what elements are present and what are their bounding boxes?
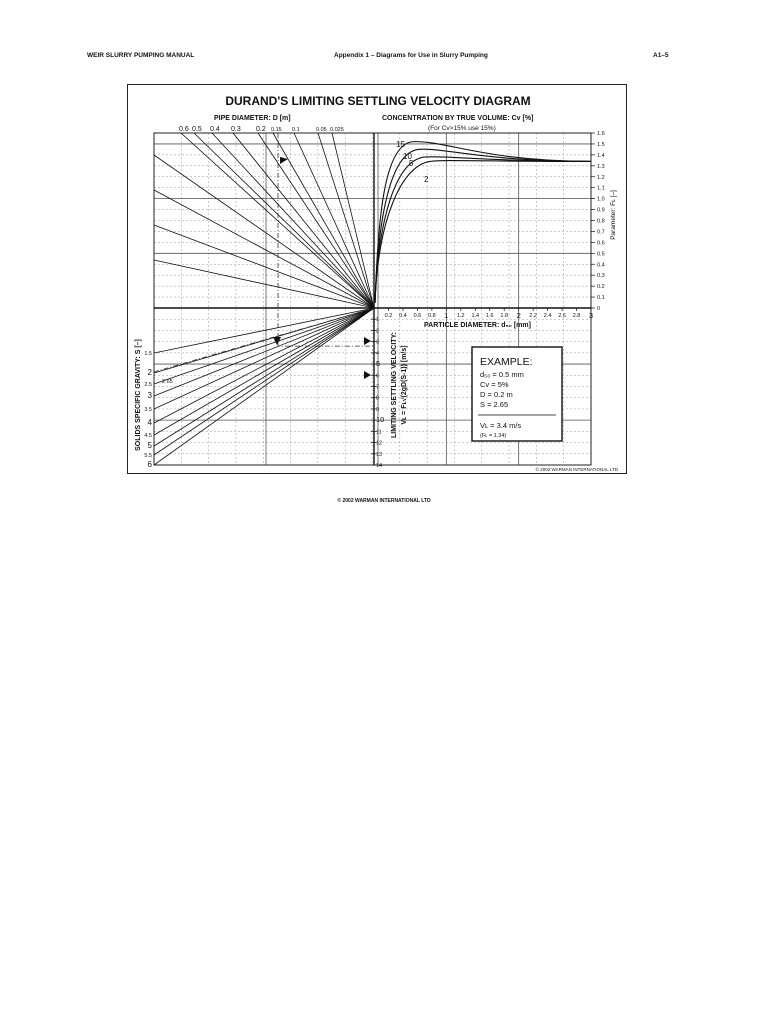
- gravity-line-5: [154, 308, 374, 446]
- pipe-diameter-tick: 0.1: [292, 127, 300, 133]
- example-title: EXAMPLE:: [480, 356, 533, 368]
- cv-curve-10: [375, 149, 591, 303]
- particle-tick-label: 2.2: [529, 313, 537, 319]
- gravity-line-4.5: [154, 308, 374, 435]
- velocity-tick-label: 1: [376, 317, 380, 324]
- pipe-diameter-tick: 0.2: [256, 126, 266, 133]
- particle-axis-label: PARTICLE DIAMETER: d₅₀ [mm]: [424, 322, 531, 329]
- gravity-tick: 5: [147, 441, 152, 450]
- cv-curve-label: 2: [424, 175, 429, 184]
- diagram-svg: [128, 85, 628, 475]
- example-arrow: [364, 371, 371, 379]
- particle-tick-label: 3: [588, 311, 594, 320]
- example-line: Cv = 5%: [480, 380, 509, 389]
- pipe-diameter-tick: 0.3: [231, 126, 241, 133]
- header-manual-title: WEIR SLURRY PUMPING MANUAL: [87, 52, 195, 59]
- particle-tick-label: 0.2: [384, 313, 393, 319]
- particle-tick-label: 1.4: [471, 313, 480, 319]
- pipe-line-0.6: [181, 133, 374, 308]
- particle-tick-label: 2.8: [572, 313, 581, 319]
- footer-copyright: © 2002 WARMAN INTERNATIONAL LTD: [337, 498, 431, 504]
- velocity-tick-label: 10: [376, 415, 385, 425]
- gravity-tick: 4.5: [144, 433, 152, 439]
- example-box: [472, 347, 562, 441]
- pipe-diameter-tick: 0.4: [210, 126, 220, 133]
- particle-tick-label: 0.4: [399, 313, 407, 319]
- gravity-tick: 1.5: [144, 351, 152, 357]
- particle-tick-label: 2.4: [543, 313, 552, 319]
- parameter-tick-label: 0.8: [597, 218, 605, 225]
- velocity-tick-label: 9: [376, 406, 380, 413]
- parameter-tick-label: 0.1: [597, 295, 605, 302]
- pipe-diameter-tick: 0.5: [192, 126, 202, 133]
- parameter-tick-label: 0.7: [597, 229, 605, 236]
- velocity-tick-label: 8: [376, 395, 380, 402]
- gravity-line-4: [154, 308, 374, 423]
- gravity-axis-label: SOLIDS SPECIFIC GRAVITY: S [–]: [135, 339, 142, 451]
- cv-curve-label: 5: [409, 159, 414, 168]
- cv-curve-label: 10: [403, 152, 412, 161]
- pipe-diameter-label: PIPE DIAMETER: D [m]: [214, 115, 291, 122]
- velocity-tick-label: 4: [376, 350, 380, 357]
- example-arrow: [280, 157, 288, 164]
- chart-title: DURAND'S LIMITING SETTLING VELOCITY DIAGRAM: [225, 94, 531, 108]
- example-result-note: (Fʟ = 1.34): [480, 433, 507, 439]
- gravity-tick: 3: [147, 391, 152, 400]
- velocity-tick-label: 5: [376, 359, 381, 369]
- gravity-line-3: [154, 308, 374, 396]
- velocity-tick-label: 11: [376, 429, 382, 436]
- parameter-tick-label: 1.3: [597, 163, 605, 170]
- gravity-tick: 3.5: [144, 407, 152, 413]
- parameter-tick-label: 1.6: [597, 131, 605, 137]
- concentration-label: CONCENTRATION BY TRUE VOLUME: Cv [%]: [382, 115, 534, 122]
- velocity-tick-label: 12: [376, 440, 383, 447]
- pipe-diameter-tick: 0.6: [179, 126, 189, 133]
- particle-tick-label: 2.6: [558, 313, 566, 319]
- cv-curve-5: [375, 157, 591, 303]
- gravity-tick: 4: [147, 418, 152, 427]
- particle-tick-label: 0.6: [413, 313, 422, 319]
- pipe-diameter-tick: 0.15: [271, 127, 282, 133]
- example-line: d₅₀ = 0.5 mm: [480, 370, 524, 379]
- header-page-number: A1–5: [653, 52, 669, 59]
- parameter-tick-label: 0.2: [597, 284, 605, 291]
- velocity-tick-label: 3: [376, 339, 380, 346]
- gravity-tick: 2.5: [144, 382, 152, 388]
- velocity-tick-label: 2: [376, 328, 380, 335]
- parameter-tick-label: 0.6: [597, 240, 605, 247]
- particle-tick-label: 0.8: [428, 313, 436, 319]
- particle-tick-label: 2: [516, 311, 521, 320]
- concentration-note: (For Cv>15% use 15%): [428, 125, 496, 132]
- example-line: D = 0.2 m: [480, 390, 513, 399]
- cv-curve-label: 15: [396, 140, 405, 149]
- parameter-tick-label: 0.9: [597, 207, 605, 214]
- parameter-tick-label: 1.5: [597, 141, 605, 148]
- example-line: S = 2.65: [480, 400, 509, 409]
- gravity-tick: 5.5: [144, 453, 152, 459]
- example-arrow: [273, 337, 281, 345]
- velocity-axis-formula: Vʟ = Fʟ√(2gD(S-1)) [m/s]: [401, 345, 408, 425]
- example-path-line: [154, 308, 374, 372]
- particle-tick-label: 1.8: [500, 313, 509, 319]
- gravity-line-3.5: [154, 308, 374, 409]
- durand-diagram: [127, 84, 627, 474]
- example-result: Vʟ = 3.4 m/s: [480, 421, 522, 430]
- parameter-tick-label: 0.3: [597, 273, 605, 280]
- parameter-tick-label: 0.4: [597, 262, 605, 269]
- velocity-tick-label: 13: [376, 451, 383, 458]
- velocity-tick-label: 7: [376, 384, 380, 391]
- parameter-tick-label: 1.2: [597, 174, 605, 181]
- pipe-diameter-tick: 0.05: [316, 127, 327, 133]
- gravity-tick: 2: [147, 368, 152, 377]
- example-arrow: [364, 337, 371, 345]
- velocity-tick-label: 14: [376, 463, 383, 469]
- particle-tick-label: 1.2: [456, 313, 465, 319]
- pipe-line-0.4: [212, 133, 374, 308]
- velocity-axis-label: LIMITING SETTLING VELOCITY:: [391, 331, 398, 439]
- velocity-tick-label: 6: [376, 373, 380, 380]
- parameter-tick-label: 0: [597, 306, 601, 312]
- gravity-tick: 6: [147, 460, 152, 469]
- parameter-tick-label: 1.4: [597, 152, 605, 159]
- header-appendix-title: Appendix 1 – Diagrams for Use in Slurry Pumping: [334, 52, 488, 59]
- cv-curve-2: [375, 161, 591, 303]
- gravity-line-5.5: [154, 308, 374, 455]
- parameter-tick-label: 1.1: [597, 185, 605, 192]
- pipe-line-extended: [154, 190, 374, 308]
- particle-tick-label: 1: [444, 311, 449, 320]
- pipe-diameter-tick: 0.025: [330, 127, 344, 133]
- parameter-tick-label: 1.0: [597, 196, 605, 203]
- particle-tick-label: 1.6: [485, 313, 494, 319]
- parameter-tick-label: 0.5: [597, 251, 605, 258]
- gravity-example-label: 2.65: [162, 379, 173, 385]
- diagram-copyright: © 2002 WARMAN INTERNATIONAL LTD: [535, 467, 618, 472]
- parameter-axis-label: Parameter: Fʟ [–]: [610, 190, 617, 240]
